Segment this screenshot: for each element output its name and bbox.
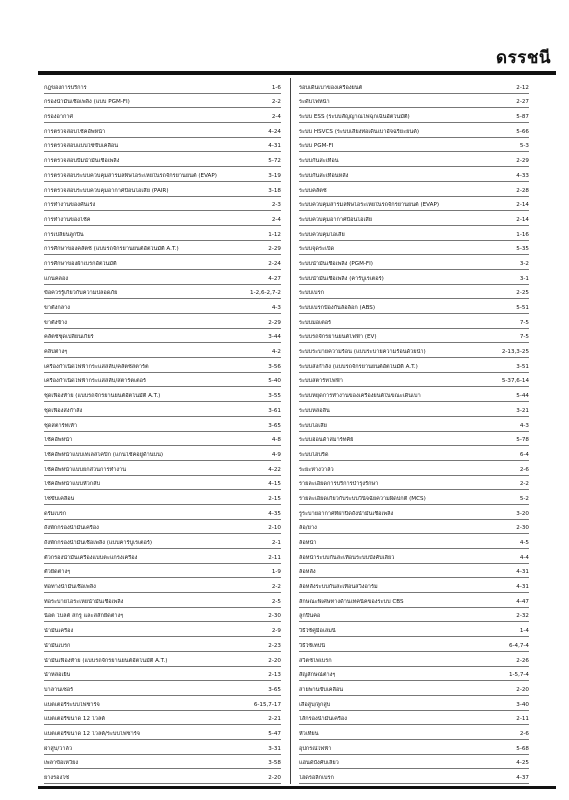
- index-entry-label: แกนคลอง: [44, 275, 69, 282]
- index-entry: [44, 94, 281, 109]
- index-entry-label: โช้คอัพหน้าแบบยกส่วนการทำงาน: [44, 466, 127, 473]
- index-entry-label: ล้อหลัง: [299, 569, 316, 576]
- index-entry-page: 2-3: [271, 202, 281, 209]
- index-entry-label: ขาตั้งกลาง: [44, 305, 71, 311]
- index-entry-page: 3-20: [516, 510, 529, 517]
- index-entry: [44, 769, 281, 784]
- index-entry-page: 2-11: [516, 716, 529, 723]
- index-entry-page: 2-30: [516, 525, 529, 532]
- index-entry: [44, 152, 281, 167]
- index-entry-page: 2-2: [271, 99, 281, 106]
- index-entry-label: ระบบเบรกป้องกันล้อล็อก (ABS): [299, 305, 376, 311]
- index-entry: [299, 417, 529, 432]
- index-entry-page: 3-58: [268, 760, 281, 767]
- index-entry-label: คลัตช์ชุดเปลี่ยนเกียร์: [44, 334, 94, 341]
- index-entry-label: รอบเดินเบาของเครื่องยนต์: [299, 84, 363, 91]
- index-entry-label: ชุดเฟืองส่งกำลัง: [44, 407, 83, 414]
- index-entry: [44, 622, 281, 637]
- index-entry: [299, 138, 529, 153]
- index-entry: [299, 534, 529, 549]
- index-entry: [299, 667, 529, 682]
- index-entry-page: 4-3: [519, 422, 529, 429]
- index-entry-label: สายพานขับเคลื่อน: [299, 686, 344, 693]
- index-entry: [299, 755, 529, 770]
- index-entry-label: ระบบควบคุมอากาศป้อนไอเสีย: [299, 216, 373, 223]
- index-entry-label: การทำงานของคันเร่ง: [44, 202, 96, 209]
- index-entry: [44, 314, 281, 329]
- index-entry: [299, 432, 529, 447]
- index-entry-page: 4-15: [268, 481, 281, 488]
- index-entry-label: การเปลี่ยนลูกปืน: [44, 231, 84, 238]
- index-entry-page: 4-24: [268, 128, 281, 135]
- index-entry: [299, 476, 529, 491]
- index-entry-page: 2-9: [271, 628, 281, 635]
- index-entry-label: ดรัมเบรก: [44, 510, 67, 517]
- index-entry-page: 2-12: [516, 84, 529, 91]
- index-entry-label: ระบบฮอนด้าสมาร์ทคีย์: [299, 437, 354, 444]
- index-entry-page: 5-72: [268, 158, 281, 165]
- index-entry-page: 2-29: [268, 246, 281, 253]
- index-entry: [44, 358, 281, 373]
- index-entry-page: 2-29: [268, 319, 281, 326]
- index-entry-page: 4-25: [516, 760, 529, 767]
- index-entry: [44, 402, 281, 417]
- index-entry-page: 3-65: [268, 422, 281, 429]
- index-entry: [44, 167, 281, 182]
- index-entry-label: เครื่องกำเนิดไฟฟ้ากระแสสลับ/สตาร์ตเตอร์: [44, 378, 146, 385]
- index-entry-page: 2-15: [268, 495, 281, 502]
- index-entry: [299, 123, 529, 138]
- index-entry-page: 3-19: [268, 172, 281, 179]
- index-entry-page: 2-21: [268, 716, 281, 723]
- index-entry-page: 1-5,7-4: [508, 672, 529, 679]
- index-entry-page: 1-6: [271, 84, 281, 91]
- index-entry-label: ข้อควรรู้เกี่ยวกับความปลอดภัย: [44, 290, 118, 297]
- index-entry: [299, 241, 529, 256]
- index-entry-label: การตรวจสอบแบบโซ่ขับเคลื่อน: [44, 143, 119, 150]
- index-entry: [44, 432, 281, 447]
- index-entry-label: ลูกปืนคอ: [299, 613, 321, 620]
- index-entry-label: ฝาสูบ/วาล์ว: [44, 745, 73, 752]
- index-entry-page: 2-29: [516, 158, 529, 165]
- index-entry-label: ระบบกันสะเทือน: [299, 158, 339, 165]
- index-entry-page: 5-35: [516, 246, 529, 253]
- index-entry-label: ตัวกรองน้ำมันเครื่องแบบตะแกรงเครื่อง: [44, 554, 138, 561]
- index-entry: [44, 373, 281, 388]
- index-entry: [299, 549, 529, 564]
- index-entry: [299, 505, 529, 520]
- index-entry: [44, 343, 281, 358]
- index-entry-label: การตรวจสอบปั๊มน้ำมันเชื้อเพลิง: [44, 158, 120, 165]
- index-entry: [299, 108, 529, 123]
- index-entry-page: 1-2,6-2,7-2: [250, 290, 281, 297]
- index-entry-page: 4-27: [268, 275, 281, 282]
- index-entry-label: รูระบายอากาศที่ฝาปิดถังน้ำมันเชื้อเพลิง: [299, 510, 394, 517]
- index-entry-label: เสื้อสูบ/ลูกสูบ: [299, 701, 331, 708]
- index-entry-page: 1-16: [516, 231, 529, 238]
- index-entry-label: ยางรองโซ่: [44, 775, 70, 781]
- index-entry-label: ระดับไฟหน้า: [299, 99, 330, 106]
- index-entry: [299, 94, 529, 109]
- index-entry: [44, 564, 281, 579]
- index-entry: [44, 490, 281, 505]
- index-entry-label: ระบบรถจักรยานยนต์ไฟฟ้า (EV): [299, 334, 377, 341]
- index-entry: [299, 373, 529, 388]
- index-entry-page: 2-20: [268, 657, 281, 664]
- index-entry-label: ล้อ/ยาง: [299, 525, 317, 532]
- index-entry-page: 4-33: [516, 172, 529, 179]
- index-entry-label: ไฮดรอลิกเบรก: [299, 775, 334, 781]
- index-entry: [44, 417, 281, 432]
- index-entry-label: น้ำหล่อเย็น: [44, 672, 71, 679]
- column-divider: [290, 78, 291, 784]
- index-entry-page: 3-56: [268, 363, 281, 370]
- index-entry-page: 5-40: [268, 378, 281, 385]
- index-entry-label: การศึกษาของผ้าเบรกอัตโนมัติ: [44, 260, 117, 267]
- index-entry-label: โช้คอัพหน้าแบบเทเลสโคปิก (แกนโช้คอยู่ด้านบน): [44, 451, 164, 458]
- index-entry-label: ระบบไอเสีย: [299, 422, 327, 429]
- index-entry-page: 3-2: [519, 260, 529, 267]
- index-entry-page: 1-12: [268, 231, 281, 238]
- index-entry: [44, 505, 281, 520]
- index-entry: [44, 520, 281, 535]
- index-entry-page: 4-35: [268, 510, 281, 517]
- index-entry-page: 3-31: [268, 745, 281, 752]
- index-entry: [299, 520, 529, 535]
- top-rule: [38, 71, 556, 75]
- index-entry-page: 4-31: [516, 569, 529, 576]
- index-entry-label: ระบบหยุดการทำงานของเครื่องยนต์ในขณะเดินเบา: [299, 393, 421, 400]
- index-entry-page: 4-9: [271, 451, 281, 458]
- index-entry: [44, 108, 281, 123]
- index-entry-page: 2-28: [516, 187, 529, 194]
- index-entry-label: การตรวจสอบระบบควบคุมอากาศป้อนไอเสีย (PAIR): [44, 187, 169, 194]
- index-entry: [299, 152, 529, 167]
- index-entry-label: ชุดสตาร์ทเท้า: [44, 422, 78, 429]
- index-entry-page: 2-14: [516, 216, 529, 223]
- index-entry-label: ระบบน้ำมันเชื้อเพลิง (PGM-FI): [299, 260, 373, 267]
- index-entry: [44, 652, 281, 667]
- index-entry-label: กรองน้ำมันเชื้อเพลิง (แบบ PGM-FI): [44, 99, 130, 106]
- index-entry-label: อุปกรณ์ไฟฟ้า: [299, 745, 332, 752]
- index-entry-page: 1-4: [519, 628, 529, 635]
- index-entry-label: เพลาข้อเหวี่ยง: [44, 760, 79, 767]
- index-entry-page: 2-24: [268, 260, 281, 267]
- index-entry-label: การตรวจสอบระบบควบคุมสารมลพิษไอระเหยในรถจักรยานยนต์ (EVAP): [44, 172, 217, 179]
- index-entry: [299, 167, 529, 182]
- index-entry-page: 4-5: [519, 540, 529, 546]
- index-entry: [44, 197, 281, 212]
- index-entry-page: 2-5: [271, 598, 281, 605]
- index-entry-page: 3-18: [268, 187, 281, 194]
- index-entry-label: การทำงานของโช้ค: [44, 216, 91, 223]
- index-entry-label: วิธีใช้คู่มือเล่มนี้: [299, 628, 336, 635]
- index-entry-page: 6-4,7-4: [508, 642, 529, 649]
- index-entry-label: ระบบจุดระเบิด: [299, 246, 335, 253]
- index-entry-page: 3-51: [516, 363, 529, 370]
- index-entry-page: 6-15,7-17: [253, 701, 281, 708]
- index-column-right: [299, 79, 529, 784]
- index-entry-page: 4-4: [519, 554, 529, 561]
- index-entry-label: การตรวจสอบโช้คอัพหน้า: [44, 128, 106, 135]
- index-column-left: [44, 79, 281, 784]
- bottom-rule: [38, 786, 556, 789]
- index-entry-page: 2-27: [516, 99, 529, 106]
- index-entry: [44, 696, 281, 711]
- index-entry-label: โช้คอัพหน้าแบบหัวกลับ: [44, 481, 101, 488]
- index-entry-page: 2-14: [516, 202, 529, 209]
- index-entry: [44, 593, 281, 608]
- index-entry-label: ระบบ PGM-FI: [299, 143, 334, 150]
- index-entry-page: 2-2: [271, 584, 281, 591]
- index-entry: [44, 755, 281, 770]
- index-entry: [44, 241, 281, 256]
- index-entry-label: ระบบมอเตอร์: [299, 319, 332, 326]
- index-entry-label: ไส้กรองน้ำมันเครื่อง: [299, 716, 347, 723]
- index-entry-page: 2-11: [268, 554, 281, 561]
- index-entry-page: 2-20: [268, 775, 281, 781]
- index-entry: [44, 637, 281, 652]
- index-entry-label: โช้คอัพหน้า: [44, 437, 73, 444]
- index-entry-label: น้ำมันเฟืองท้าย (แบบรถจักรยานยนต์อัตโนมัติ A.T.): [44, 657, 168, 664]
- index-entry-page: 4-3: [271, 305, 281, 311]
- index-entry-page: 5-47: [268, 730, 281, 737]
- index-entry-page: 4-8: [271, 437, 281, 444]
- index-entry-label: ระบบคลัตช์: [299, 187, 327, 194]
- index-entry: [299, 593, 529, 608]
- index-entry: [44, 387, 281, 402]
- index-entry-label: ระบบควบคุมไอเสีย: [299, 231, 345, 238]
- index-entry: [44, 329, 281, 344]
- index-entry: [299, 329, 529, 344]
- index-entry-page: 3-44: [268, 334, 281, 341]
- index-entry: [299, 740, 529, 755]
- index-entry-page: 3-65: [268, 686, 281, 693]
- index-entry: [299, 387, 529, 402]
- index-entry-page: 7-5: [519, 334, 529, 341]
- index-entry-label: สวิตช์ไฟเบรก: [299, 657, 332, 664]
- index-entry-label: ถังพักกรองน้ำมันเครื่อง: [44, 525, 99, 532]
- index-entry-page: 2-23: [268, 642, 281, 649]
- index-entry: [299, 343, 529, 358]
- index-entry: [44, 711, 281, 726]
- index-entry-page: 3-40: [516, 701, 529, 708]
- index-entry-page: 5-2: [519, 495, 529, 502]
- index-entry-label: ระบบกันสะเทือนหลัง: [299, 172, 349, 179]
- index-entry: [44, 299, 281, 314]
- index-entry-page: 2-4: [271, 114, 281, 121]
- index-entry: [299, 608, 529, 623]
- index-entry-label: น็อต โบลต์ สกรู และสลักยึดต่างๆ: [44, 613, 124, 620]
- index-entry-label: ท่อระบายไอระเหยน้ำมันเชื้อเพลิง: [44, 598, 124, 605]
- index-entry: [299, 358, 529, 373]
- index-entry: [299, 578, 529, 593]
- index-entry: [299, 681, 529, 696]
- index-entry-page: 2-2: [519, 481, 529, 488]
- index-entry-label: ชุดเฟืองท้าย (แบบรถจักรยานยนต์อัตโนมัติ A.T.): [44, 393, 161, 400]
- index-entry-page: 4-31: [268, 143, 281, 150]
- index-entry: [299, 285, 529, 300]
- index-entry: [299, 299, 529, 314]
- index-entry-page: 5-3: [519, 143, 529, 150]
- index-entry-page: 7-5: [519, 319, 529, 326]
- index-entry: [44, 461, 281, 476]
- index-entry-label: น้ำมันเครื่อง: [44, 628, 74, 635]
- index-entry: [299, 461, 529, 476]
- index-entry-label: ล้อหน้าระบบกันสะเทือนระบบบังคับเลี้ยว: [299, 554, 395, 561]
- index-entry-page: 2-20: [516, 686, 529, 693]
- index-entry: [299, 725, 529, 740]
- index-entry-page: 4-47: [516, 598, 529, 605]
- index-entry-page: 3-61: [268, 407, 281, 414]
- index-entry: [299, 226, 529, 241]
- page-title: ดรรชนี: [496, 48, 551, 68]
- index-entry-label: ลักษณะพิเศษทางด้านเทคนิคของระบบ CBS: [299, 598, 404, 605]
- index-entry-page: 6-4: [519, 451, 529, 458]
- index-entry-page: 4-37: [516, 775, 529, 781]
- index-entry-page: 3-21: [516, 407, 529, 414]
- index-entry-page: 3-55: [268, 393, 281, 400]
- index-entry-label: เครื่องกำเนิดไฟฟ้ากระแสสลับ/คลัตช์สตาร์ต: [44, 363, 149, 370]
- index-entry: [299, 622, 529, 637]
- index-entry-label: แบตเตอรี่ขนาด 12 โวลต์/ระบบไฟชาร์จ: [44, 730, 140, 737]
- index-entry-page: 2-32: [516, 613, 529, 620]
- index-entry: [299, 182, 529, 197]
- index-entry-label: ถังพักกรองน้ำมันเชื้อเพลิง (แบบคาร์บูเรเตอร์): [44, 540, 153, 546]
- index-entry: [44, 270, 281, 285]
- index-entry-label: คลิปต่างๆ: [44, 349, 68, 356]
- index-entry-label: แบตเตอรี่ขนาด 12 โวลต์: [44, 716, 105, 723]
- index-entry: [299, 402, 529, 417]
- index-entry-page: 2-1: [271, 540, 281, 546]
- index-entry-page: 2-13: [268, 672, 281, 679]
- index-entry: [44, 681, 281, 696]
- index-entry-label: บาลานเซอร์: [44, 686, 74, 693]
- index-entry: [44, 725, 281, 740]
- index-entry: [44, 211, 281, 226]
- index-entry: [44, 667, 281, 682]
- index-entry-label: รายละเอียดการบริการบำรุงรักษา: [299, 481, 379, 488]
- index-entry: [299, 652, 529, 667]
- index-entry-label: ระบบระบายความร้อน (แบบระบายความร้อนด้วยน้ำ): [299, 349, 426, 356]
- index-entry: [299, 211, 529, 226]
- index-entry: [299, 197, 529, 212]
- index-entry: [299, 490, 529, 505]
- index-entry-label: ล้อหน้า: [299, 540, 317, 546]
- index-entry: [44, 608, 281, 623]
- index-entry: [299, 270, 529, 285]
- index-entry: [299, 314, 529, 329]
- index-entry-label: ระยะห่างวาล์ว: [299, 466, 334, 473]
- index-entry: [299, 79, 529, 94]
- index-entry-label: แบตเตอรี่ระบบไฟชาร์จ: [44, 701, 100, 708]
- index-entry: [44, 549, 281, 564]
- index-entry-label: แฮนด์บังคับเลี้ยว: [299, 760, 339, 767]
- index-entry-page: 2-26: [516, 657, 529, 664]
- index-entry: [299, 637, 529, 652]
- index-entry-page: 1-9: [271, 569, 281, 576]
- index-entry-label: ระบบหล่อลื่น: [299, 407, 330, 414]
- index-entry-label: หัวเทียน: [299, 730, 319, 737]
- index-entry-label: วิธีใช้เทปนี้: [299, 642, 326, 649]
- index-entry-page: 5-78: [516, 437, 529, 444]
- index-entry-label: กฎของการบริการ: [44, 84, 87, 91]
- index-entry: [299, 564, 529, 579]
- index-entry-label: น้ำมันเบรก: [44, 642, 71, 649]
- index-entry-label: ล้อหลังระบบกันสะเทือนสวิงอาร์ม: [299, 584, 378, 591]
- index-entry: [299, 255, 529, 270]
- index-entry-label: ระบบเบรก: [299, 290, 324, 297]
- index-entry-page: 5-66: [516, 128, 529, 135]
- index-entry-page: 2-10: [268, 525, 281, 532]
- index-entry: [44, 534, 281, 549]
- index-entry-label: สัญลักษณ์ต่างๆ: [299, 672, 336, 679]
- index-entry-page: 4-22: [268, 466, 281, 473]
- index-entry-page: 5-44: [516, 393, 529, 400]
- index-entry: [44, 476, 281, 491]
- index-entry: [44, 138, 281, 153]
- index-entry-page: 2-13,3-25: [501, 349, 529, 356]
- index-entry: [44, 123, 281, 138]
- index-entry-label: ตัวยึดต่างๆ: [44, 569, 71, 576]
- index-entry-label: กรองอากาศ: [44, 114, 74, 121]
- index-entry-label: การศึกษาของคลัตช์ (แบบรถจักรยานยนต์อัตโนมัติ A.T.): [44, 246, 179, 253]
- index-entry-page: 4-2: [271, 349, 281, 356]
- index-entry-page: 5-37,6-14: [501, 378, 529, 385]
- index-entry: [44, 182, 281, 197]
- index-entry: [299, 696, 529, 711]
- index-entry-page: 2-30: [268, 613, 281, 620]
- index-entry: [299, 711, 529, 726]
- index-entry-page: 5-87: [516, 114, 529, 121]
- index-entry-label: โซ่ขับเคลื่อน: [44, 495, 75, 502]
- index-entry: [44, 446, 281, 461]
- index-entry-page: 5-51: [516, 305, 529, 311]
- index-entry-label: ระบบ ESS (ระบบสัญญาณไฟฉุกเฉินอัตโนมัติ): [299, 114, 410, 121]
- index-entry-page: 2-4: [271, 216, 281, 223]
- index-entry: [44, 578, 281, 593]
- index-entry-label: ระบบน้ำมันเชื้อเพลิง (คาร์บูเรเตอร์): [299, 275, 384, 282]
- index-entry-label: ขาตั้งข้าง: [44, 319, 68, 326]
- index-entry-page: 2-6: [519, 730, 529, 737]
- index-entry: [299, 446, 529, 461]
- index-entry-page: 2-6: [519, 466, 529, 473]
- index-entry: [44, 79, 281, 94]
- index-entry-page: 3-1: [519, 275, 529, 282]
- index-entry: [44, 255, 281, 270]
- index-entry: [299, 769, 529, 784]
- index-entry-label: ระบบส่งกำลัง (แบบรถจักรยานยนต์อัตโนมัติ A.T.): [299, 363, 418, 370]
- index-entry-page: 4-31: [516, 584, 529, 591]
- index-entry-label: ระบบควบคุมสารมลพิษไอระเหยในรถจักรยานยนต์ (EVAP): [299, 202, 440, 209]
- index-entry: [44, 740, 281, 755]
- index-entry-label: ท่อทางน้ำมันเชื้อเพลิง: [44, 584, 96, 591]
- index-entry-page: 5-68: [516, 745, 529, 752]
- index-entry-label: ระบบไฮบริด: [299, 451, 329, 458]
- index-entry-label: ระบบ HSVCS (ระบบเสียงท่อเดินเบาอัจฉริยะยนต์): [299, 128, 420, 135]
- index-entry: [44, 285, 281, 300]
- index-entry-label: ระบบสตาร์ทไฟฟ้า: [299, 378, 343, 385]
- index-entry-label: รายละเอียดเกี่ยวกับระบบวินิจฉัยความผิดปกติ (MCS): [299, 495, 426, 502]
- index-entry-page: 2-25: [516, 290, 529, 297]
- index-entry: [44, 226, 281, 241]
